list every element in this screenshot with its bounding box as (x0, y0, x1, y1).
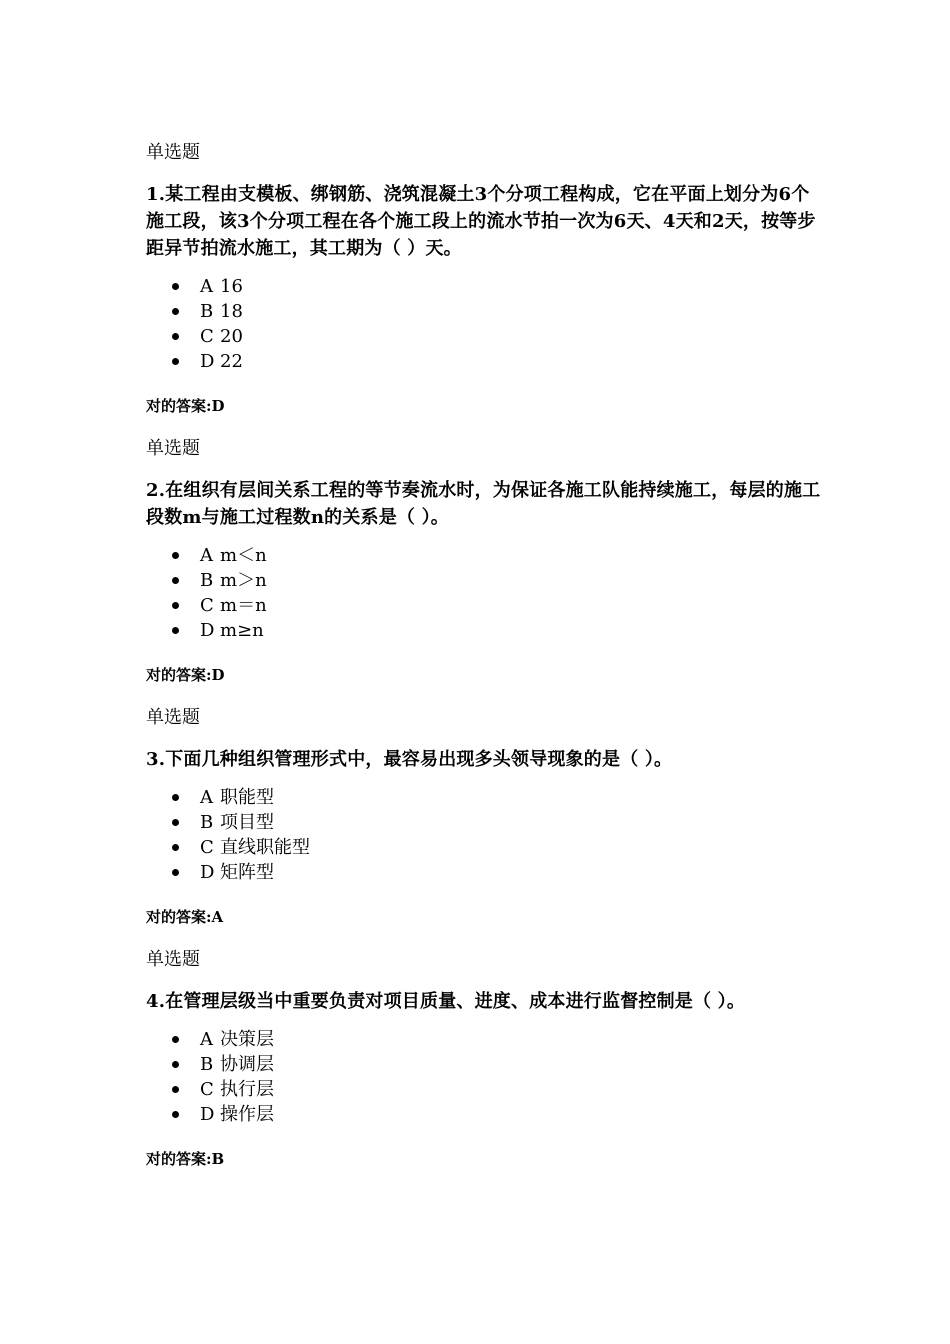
option-letter: D (200, 862, 215, 883)
correct-answer: 对的答案:D (146, 397, 225, 415)
option-text: 职能型 (220, 787, 274, 808)
option-item (146, 324, 826, 349)
bullet-icon (172, 602, 179, 609)
option-text: 18 (220, 301, 243, 322)
option-letter: A (200, 1029, 213, 1050)
option-text: m＞n (220, 570, 267, 591)
option-item (146, 1052, 826, 1077)
option-item (146, 618, 826, 643)
option-text: m＜n (220, 545, 267, 566)
option-letter: B (200, 812, 214, 833)
option-letter: A (200, 787, 213, 808)
question-3 (146, 705, 826, 929)
option-text: m≥n (220, 620, 264, 641)
option-letter: C (200, 326, 214, 347)
bullet-icon (172, 577, 179, 584)
bullet-icon (172, 819, 179, 826)
option-item (146, 810, 826, 835)
bullet-icon (172, 333, 179, 340)
option-item (146, 349, 826, 374)
option-item (146, 568, 826, 593)
question-type-label: 单选题 (146, 142, 200, 163)
bullet-icon (172, 308, 179, 315)
question-type-label: 单选题 (146, 707, 200, 728)
option-item (146, 274, 826, 299)
option-letter: B (200, 1054, 214, 1075)
option-letter: D (200, 620, 215, 641)
bullet-icon (172, 844, 179, 851)
option-item (146, 1027, 826, 1052)
option-letter: D (200, 351, 215, 372)
option-text: 矩阵型 (220, 862, 274, 883)
option-letter: C (200, 595, 214, 616)
bullet-icon (172, 1036, 179, 1043)
option-text: 直线职能型 (220, 837, 310, 858)
option-text: 执行层 (220, 1079, 274, 1100)
option-letter: B (200, 570, 214, 591)
correct-answer: 对的答案:D (146, 666, 225, 684)
option-text: 22 (220, 351, 243, 372)
option-text: 协调层 (220, 1054, 274, 1075)
option-item (146, 299, 826, 324)
bullet-icon (172, 627, 179, 634)
question-text: 2.在组织有层间关系工程的等节奏流水时，为保证各施工队能持续施工，每层的施工段数m与施工过程数n的关系是（ ）。 (146, 480, 821, 528)
question-text: 1.某工程由支模板、绑钢筋、浇筑混凝土3个分项工程构成，它在平面上划分为6个施工段，该3个分项工程在各个施工段上的流水节拍一次为6天、4天和2天，按等步距异节拍流水施工，其工期为（ ）天。 (146, 184, 816, 259)
option-letter: D (200, 1104, 215, 1125)
bullet-icon (172, 552, 179, 559)
option-letter: B (200, 301, 214, 322)
option-list (146, 1027, 826, 1127)
option-letter: A (200, 545, 213, 566)
question-text: 3.下面几种组织管理形式中，最容易出现多头领导现象的是（ ）。 (146, 749, 673, 770)
bullet-icon (172, 283, 179, 290)
option-text: 决策层 (220, 1029, 274, 1050)
option-text: 20 (220, 326, 243, 347)
option-text: m＝n (220, 595, 267, 616)
bullet-icon (172, 1111, 179, 1118)
option-text: 16 (220, 276, 243, 297)
correct-answer: 对的答案:A (146, 908, 224, 926)
bullet-icon (172, 358, 179, 365)
question-text: 4.在管理层级当中重要负责对项目质量、进度、成本进行监督控制是（ ）。 (146, 991, 746, 1012)
bullet-icon (172, 1061, 179, 1068)
question-type-label: 单选题 (146, 438, 200, 459)
document-page (146, 140, 826, 1189)
correct-answer: 对的答案:B (146, 1150, 225, 1168)
option-list (146, 543, 826, 643)
bullet-icon (172, 869, 179, 876)
option-list (146, 785, 826, 885)
question-4 (146, 947, 826, 1171)
option-letter: A (200, 276, 213, 297)
question-2 (146, 436, 826, 687)
option-text: 项目型 (220, 812, 274, 833)
bullet-icon (172, 794, 179, 801)
option-item (146, 860, 826, 885)
question-1 (146, 140, 826, 418)
question-type-label: 单选题 (146, 949, 200, 970)
option-item (146, 1077, 826, 1102)
option-item (146, 543, 826, 568)
option-letter: C (200, 837, 214, 858)
option-item (146, 1102, 826, 1127)
option-item (146, 593, 826, 618)
option-item (146, 785, 826, 810)
option-text: 操作层 (220, 1104, 274, 1125)
bullet-icon (172, 1086, 179, 1093)
option-item (146, 835, 826, 860)
option-letter: C (200, 1079, 214, 1100)
option-list (146, 274, 826, 374)
